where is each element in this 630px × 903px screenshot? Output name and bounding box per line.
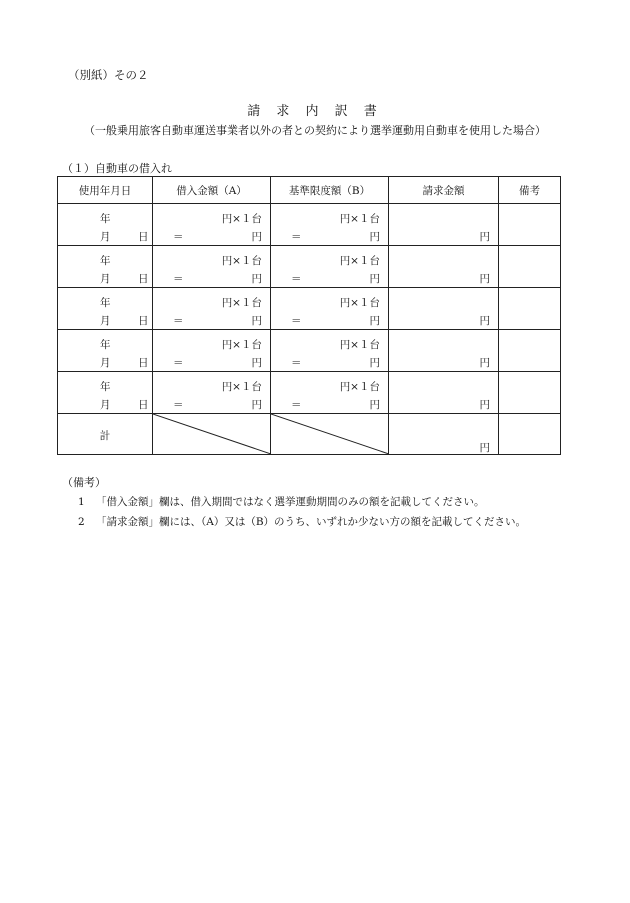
per-vehicle-label: 円×１台 <box>339 255 380 267</box>
section-label: （１）自動車の借入れ <box>62 162 172 175</box>
table-row <box>58 330 561 372</box>
yen-label: 円 <box>251 315 262 327</box>
note-text: 「請求金額」欄には、（A）又は（B）のうち、いずれか少ない方の額を記載してください。 <box>96 516 527 528</box>
day-label: 日 <box>138 357 149 369</box>
yen-label: 円 <box>479 357 490 369</box>
document-subtitle: （一般乗用旅客自動車運送事業者以外の者との契約により選挙運動用自動車を使用した場合） <box>84 124 546 137</box>
day-label: 日 <box>138 273 149 285</box>
equals-sign: ＝ <box>291 399 302 411</box>
note-item <box>78 514 526 529</box>
date-cell[interactable] <box>58 288 153 330</box>
date-cell[interactable] <box>58 246 153 288</box>
year-label: 年 <box>100 297 111 309</box>
equals-sign: ＝ <box>291 357 302 369</box>
total-limit-cell-struck <box>271 414 389 455</box>
table-row <box>58 372 561 414</box>
total-rental-cell-struck <box>153 414 271 455</box>
equals-sign: ＝ <box>291 231 302 243</box>
rental-amount-cell[interactable] <box>153 372 271 414</box>
day-label: 日 <box>138 231 149 243</box>
yen-label: 円 <box>479 273 490 285</box>
table-row <box>58 204 561 246</box>
diagonal-strike <box>153 414 271 454</box>
per-vehicle-label: 円×１台 <box>221 339 262 351</box>
yen-label: 円 <box>479 315 490 327</box>
standard-limit-cell[interactable] <box>271 372 389 414</box>
yen-label: 円 <box>479 399 490 411</box>
header-rental-amount: 借入金額（A） <box>153 177 271 204</box>
total-claim-cell[interactable] <box>389 414 499 455</box>
yen-label: 円 <box>369 315 380 327</box>
per-vehicle-label: 円×１台 <box>221 255 262 267</box>
yen-label: 円 <box>479 442 490 454</box>
notes-heading: （備考） <box>62 476 106 489</box>
equals-sign: ＝ <box>173 357 184 369</box>
equals-sign: ＝ <box>173 273 184 285</box>
document-title: 請 求 内 訳 書 <box>247 104 383 119</box>
month-label: 月 <box>100 273 111 285</box>
claim-amount-cell[interactable] <box>389 372 499 414</box>
day-label: 日 <box>138 399 149 411</box>
year-label: 年 <box>100 339 111 351</box>
remarks-cell[interactable] <box>499 330 561 372</box>
remarks-cell[interactable] <box>499 204 561 246</box>
per-vehicle-label: 円×１台 <box>339 339 380 351</box>
yen-label: 円 <box>251 231 262 243</box>
table-row <box>58 246 561 288</box>
equals-sign: ＝ <box>173 231 184 243</box>
month-label: 月 <box>100 315 111 327</box>
equals-sign: ＝ <box>291 315 302 327</box>
note-number: 1 <box>78 496 85 508</box>
standard-limit-cell[interactable] <box>271 246 389 288</box>
diagonal-strike <box>271 414 389 454</box>
month-label: 月 <box>100 357 111 369</box>
total-label-cell <box>58 414 153 455</box>
remarks-cell[interactable] <box>499 246 561 288</box>
claim-amount-cell[interactable] <box>389 204 499 246</box>
year-label: 年 <box>100 381 111 393</box>
equals-sign: ＝ <box>173 399 184 411</box>
year-label: 年 <box>100 213 111 225</box>
yen-label: 円 <box>369 357 380 369</box>
remarks-cell[interactable] <box>499 372 561 414</box>
yen-label: 円 <box>369 399 380 411</box>
per-vehicle-label: 円×１台 <box>221 297 262 309</box>
header-date: 使用年月日 <box>58 177 153 204</box>
rental-amount-cell[interactable] <box>153 288 271 330</box>
rental-amount-cell[interactable] <box>153 204 271 246</box>
yen-label: 円 <box>251 399 262 411</box>
date-cell[interactable] <box>58 204 153 246</box>
per-vehicle-label: 円×１台 <box>339 213 380 225</box>
per-vehicle-label: 円×１台 <box>339 381 380 393</box>
per-vehicle-label: 円×１台 <box>221 381 262 393</box>
claim-breakdown-table <box>57 176 561 455</box>
total-row <box>58 414 561 455</box>
header-standard-limit: 基準限度額（B） <box>271 177 389 204</box>
yen-label: 円 <box>369 273 380 285</box>
yen-label: 円 <box>251 357 262 369</box>
note-number: 2 <box>78 516 85 528</box>
yen-label: 円 <box>369 231 380 243</box>
equals-sign: ＝ <box>173 315 184 327</box>
date-cell[interactable] <box>58 330 153 372</box>
per-vehicle-label: 円×１台 <box>339 297 380 309</box>
day-label: 日 <box>138 315 149 327</box>
claim-amount-cell[interactable] <box>389 288 499 330</box>
header-remarks: 備考 <box>499 177 561 204</box>
month-label: 月 <box>100 231 111 243</box>
claim-amount-cell[interactable] <box>389 246 499 288</box>
header-claim-amount: 請求金額 <box>389 177 499 204</box>
standard-limit-cell[interactable] <box>271 288 389 330</box>
table-header-row <box>58 177 561 204</box>
yen-label: 円 <box>479 231 490 243</box>
rental-amount-cell[interactable] <box>153 246 271 288</box>
equals-sign: ＝ <box>291 273 302 285</box>
per-vehicle-label: 円×１台 <box>221 213 262 225</box>
annex-label: （別紙）その２ <box>68 68 149 82</box>
rental-amount-cell[interactable] <box>153 330 271 372</box>
standard-limit-cell[interactable] <box>271 330 389 372</box>
note-item <box>78 494 485 509</box>
standard-limit-cell[interactable] <box>271 204 389 246</box>
year-label: 年 <box>100 255 111 267</box>
remarks-cell[interactable] <box>499 288 561 330</box>
table-row <box>58 288 561 330</box>
note-text: 「借入金額」欄は、借入期間ではなく選挙運動期間のみの額を記載してください。 <box>96 496 485 508</box>
yen-label: 円 <box>251 273 262 285</box>
total-label: 計 <box>99 430 111 442</box>
total-remarks-cell[interactable] <box>499 414 561 455</box>
claim-amount-cell[interactable] <box>389 330 499 372</box>
month-label: 月 <box>100 399 111 411</box>
date-cell[interactable] <box>58 372 153 414</box>
